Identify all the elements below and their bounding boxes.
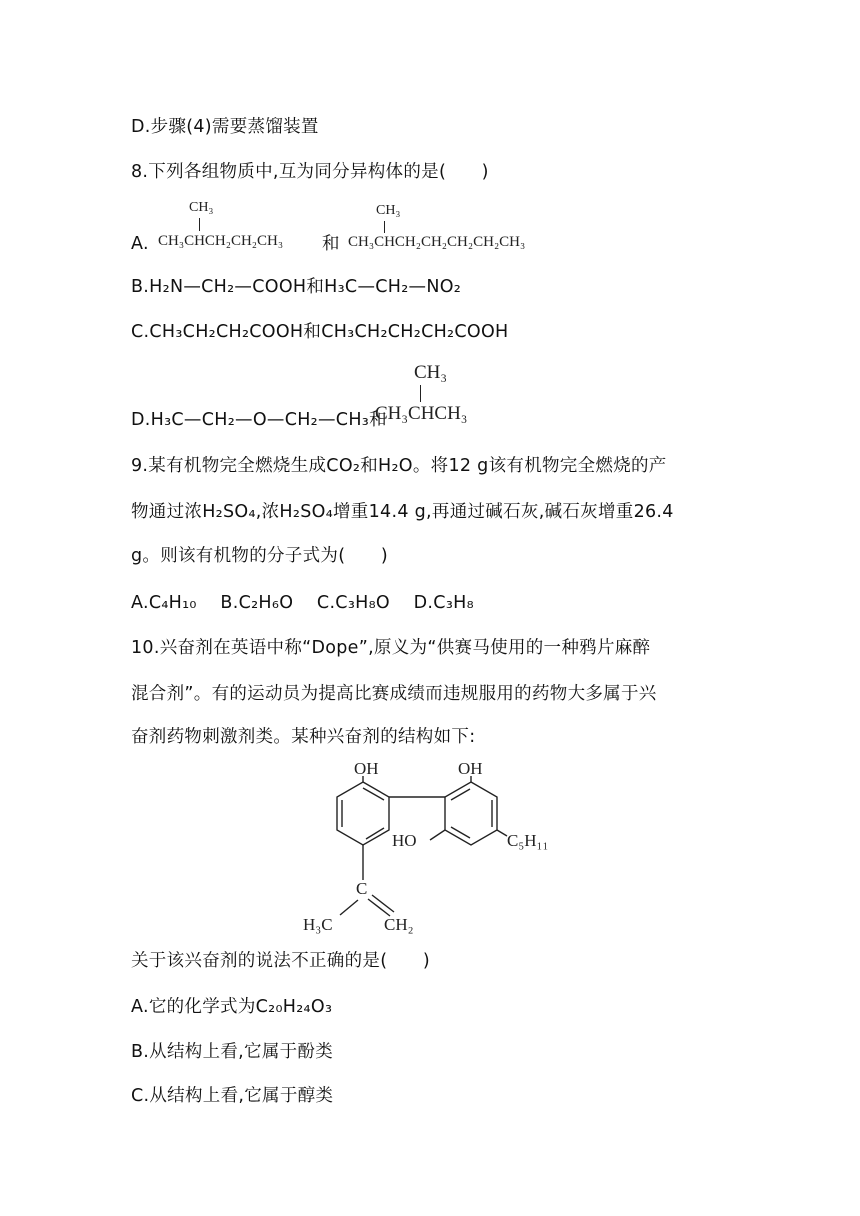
q8a-formula1: CH₃CHCH₂CH₂CH₃ <box>158 233 284 249</box>
question-9-line3: g。则该有机物的分子式为( ) <box>131 546 389 566</box>
q8a-formula2: CH₃CHCH₂CH₂CH₂CH₂CH₃ <box>348 234 526 250</box>
question-10-line3: 奋剂药物刺激剂类。某种兴奋剂的结构如下: <box>131 727 476 747</box>
q8-option-d: D.H₃C—CH₂—O—CH₂—CH₃和 <box>131 410 387 430</box>
q8d-formula: CH₃CHCH₃ <box>375 403 468 424</box>
structure-oh-left: OH <box>354 759 379 778</box>
question-10-prompt: 关于该兴奋剂的说法不正确的是( ) <box>131 951 431 971</box>
structure-c5h11: C₅H₁₁ <box>507 831 549 850</box>
structure-h3c: H₃C <box>303 915 333 934</box>
q8a-and: 和 <box>322 234 340 254</box>
option-d-prev: D.步骤(4)需要蒸馏装置 <box>131 117 319 137</box>
question-10-line1: 10.兴奋剂在英语中称“Dope”,原义为“供赛马使用的一种鸦片麻醉 <box>131 638 651 658</box>
q8a-formula2-branch: CH₃ <box>376 203 401 218</box>
structure-ch2: CH₂ <box>384 915 414 934</box>
q8a-formula1-branch: CH₃ <box>189 200 214 215</box>
question-8: 8.下列各组物质中,互为同分异构体的是( ) <box>131 162 489 182</box>
structure-ho: HO <box>392 831 417 850</box>
q10-option-b: B.从结构上看,它属于酚类 <box>131 1042 334 1062</box>
question-9-line1: 9.某有机物完全燃烧生成CO₂和H₂O。将12 g该有机物完全燃烧的产 <box>131 456 667 476</box>
q8-option-a-label: A. <box>131 234 149 254</box>
question-10-line2: 混合剂”。有的运动员为提高比赛成绩而违规服用的药物大多属于兴 <box>131 684 657 704</box>
q8-option-c: C.CH₃CH₂CH₂COOH和CH₃CH₂CH₂CH₂COOH <box>131 322 509 342</box>
q10-option-c: C.从结构上看,它属于醇类 <box>131 1086 334 1106</box>
q8d-formula-branch: CH₃ <box>414 362 448 383</box>
q8-option-b: B.H₂N—CH₂—COOH和H₃C—CH₂—NO₂ <box>131 277 462 297</box>
q10-option-a: A.它的化学式为C₂₀H₂₄O₃ <box>131 997 333 1017</box>
structure-c: C <box>356 879 368 898</box>
question-9-line2: 物通过浓H₂SO₄,浓H₂SO₄增重14.4 g,再通过碱石灰,碱石灰增重26.4 <box>131 502 674 522</box>
structure-oh-right: OH <box>458 759 483 778</box>
question-9-options: A.C₄H₁₀ B.C₂H₆O C.C₃H₈O D.C₃H₈ <box>131 593 474 613</box>
